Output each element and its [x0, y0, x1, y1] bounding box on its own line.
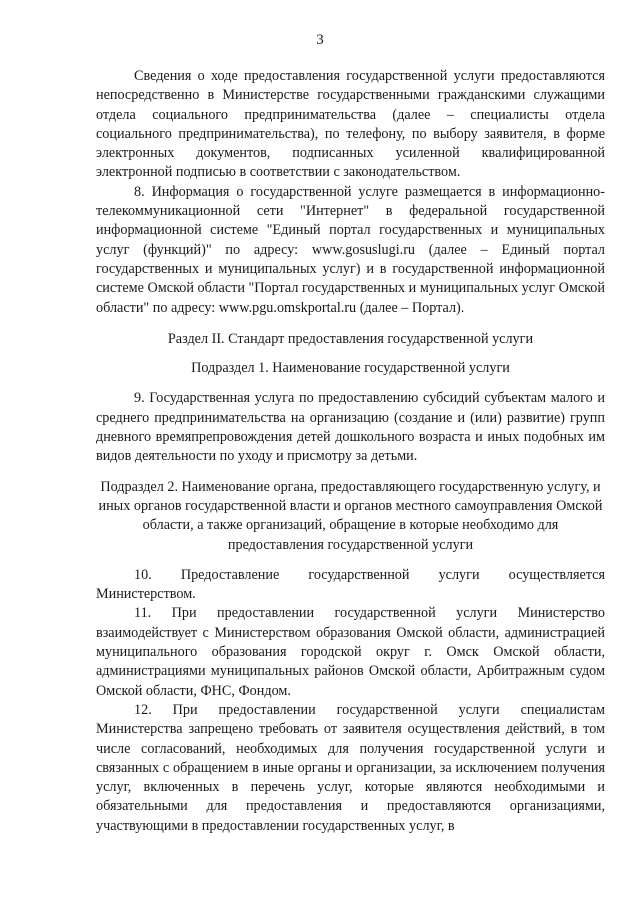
section-heading: Раздел II. Стандарт предоставления государственной услуги	[167, 330, 534, 347]
document-body	[96, 67, 605, 836]
page-number: 3	[316, 32, 324, 48]
paragraph-info-status: Сведения о ходе предоставления государственной услуги предоставляются непосредственно в Министерстве государственными гражданскими служащими отдела социального предпринимательства (далее – специалисты отдела социального предпринимательства), по телефону, по выбору заявителя, в форме электронных документов, подписанных усиленной квалифицированной электронной подписью в соответствии с законодательством.	[96, 68, 605, 181]
paragraph-8: 8. Информация о государственной услуге размещается в информационно-телекоммуникационной сети "Интернет" в федеральной государственной информационной системе "Единый портал государственных и муниципальных услуг (функций)" по адресу: www.gosuslugi.ru (далее – Единый портал государственных и муниципальных услуг) и в государственной информационной системе Омской области "Портал государственных и муниципальных услуг Омской области" по адресу: www.pgu.omskportal.ru (далее – Портал).	[96, 183, 605, 316]
subsection-1-heading: Подраздел 1. Наименование государственной услуги	[191, 360, 510, 377]
paragraph-11: 11. При предоставлении государственной услуги Министерство взаимодействует с Министерством образования Омской области, администрацией муниципального образования городской округ г. Омск Омской области, администрациями муниципальных районов Омской области, Арбитражным судом Омской области, ФНС, Фондом.	[96, 605, 605, 699]
paragraph-9: 9. Государственная услуга по предоставлению субсидий субъектам малого и среднего предпринимательства на организацию (создание и (или) развитие) групп дневного времяпрепровождения детей дошкольного возраста и иных подобных им видов деятельности по уходу и присмотру за детьми.	[96, 390, 605, 465]
paragraph-10: 10. Предоставление государственной услуги осуществляется Министерством.	[96, 566, 605, 603]
paragraph-12: 12. При предоставлении государственной услуги специалистам Министерства запрещено требовать от заявителя осуществления действий, в том числе согласований, необходимых для получения государственной услуги и связанных с обращением в иные органы и организации, за исключением получения услуг, включенных в перечень услуг, которые являются необходимыми и обязательными для предоставления и предоставляются организациями, участвующими в предоставлении государственных услуг, в	[96, 701, 605, 834]
subsection-2-heading: Подраздел 2. Наименование органа, предоставляющего государственную услугу, и иных органов государственной власти и органов местного самоуправления Омской области, а также организаций, обращение в которые необходимо для предоставления государственной услуги	[98, 478, 603, 553]
